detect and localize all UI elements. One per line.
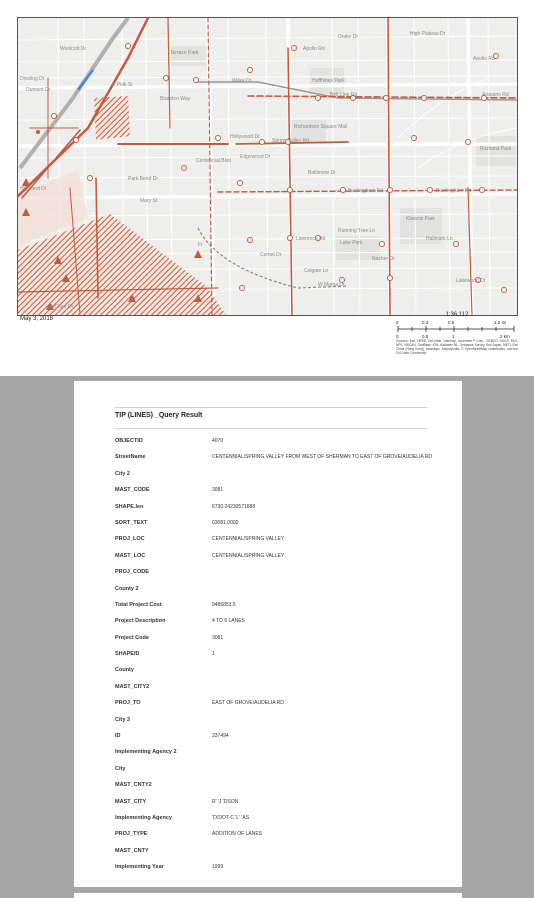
- map-label: E Polk St: [112, 82, 133, 88]
- scale-tick-label: 0: [396, 320, 399, 325]
- attribute-field-name: City: [115, 765, 126, 772]
- attribute-field-name: Total Project Cost: [115, 601, 162, 608]
- attribute-value: CENTENNIAL/SPRING VALLEY: [212, 552, 285, 559]
- attribute-value: 3081: [212, 634, 224, 641]
- attribute-row: [115, 863, 462, 879]
- attribute-row: [115, 470, 462, 486]
- map-view[interactable]: [17, 17, 518, 316]
- attribute-field-name: PROJ_CODE: [115, 569, 149, 576]
- scale-tick-label: 2 km: [500, 334, 510, 339]
- map-label: Mary St: [140, 198, 158, 204]
- attribute-value: ADDITION OF LANES: [212, 831, 263, 838]
- scale-tick-label: 0.5: [422, 334, 429, 339]
- attribute-row: [115, 666, 462, 682]
- attribute-value: TXDOT-C 'L' 'AS: [212, 814, 250, 821]
- attribute-field-name: PROJ_TO: [115, 700, 141, 707]
- map-label: Highland Dr: [20, 186, 47, 192]
- scale-tick-label: 0.6: [448, 320, 455, 325]
- attribute-row: [115, 814, 462, 830]
- map-label: Spring Valley Rd: [272, 138, 309, 144]
- attribute-value: CENTENNIAL/SPRING VALLEY: [212, 536, 285, 543]
- map-label: Colgate Ln: [304, 268, 329, 274]
- attribute-field-name: SORT_TEXT: [115, 519, 148, 526]
- project-area: [94, 96, 130, 140]
- map-label: McClure Dr: [48, 304, 74, 310]
- map-label: Apollo Rd: [473, 56, 495, 62]
- map-label: Terrace Park: [170, 50, 199, 56]
- map-label: Baltimore Dr: [308, 170, 336, 176]
- attribute-row: [115, 650, 462, 666]
- attribute-row: [115, 453, 462, 469]
- attribute-field-name: County 2: [115, 585, 139, 592]
- attribute-field-name: MAST_CNTY: [115, 847, 149, 854]
- map-label: Centennial Blvd: [196, 158, 232, 164]
- attribute-row: [115, 748, 462, 764]
- attribute-field-name: SHAPEID: [115, 651, 140, 658]
- map-label: Arapaho Rd: [482, 92, 509, 98]
- map-label: Kiwanis Park: [406, 216, 435, 222]
- attribute-field-name: Implementing Agency 2: [115, 749, 177, 756]
- scale-bar-graphic: [396, 318, 518, 340]
- attribute-value: CENTENNIAL/SPRING VALLEY FROM WEST OF SHERMAN TO EAST OF GROVE/AUDELIA RD: [212, 454, 433, 461]
- divider: [115, 428, 427, 429]
- attribute-row: [115, 699, 462, 715]
- attribute-value: 6730.24230571688: [212, 503, 256, 510]
- attribute-field-name: Project Description: [115, 618, 166, 625]
- attribute-field-name: MAST_CITY: [115, 798, 147, 805]
- attribute-row: [115, 798, 462, 814]
- map-label: Buckingham Rd: [436, 188, 472, 194]
- scale-ratio: 1:36,112: [445, 312, 469, 318]
- map-label: Comet Dr: [260, 252, 282, 258]
- attribute-field-name: MAST_CNTY2: [115, 782, 152, 789]
- attribute-value: 4 TO 6 LANES: [212, 618, 245, 625]
- scale-tick-label: 0: [396, 334, 399, 339]
- map-label: High Plateau Dr: [410, 31, 446, 37]
- map-label: Park Bend Dr: [128, 176, 159, 182]
- map-label: Nasher Dr: [372, 256, 395, 262]
- attribute-row: [115, 437, 462, 453]
- attribute-row: [115, 830, 462, 846]
- attribute-row: [115, 601, 462, 617]
- report-title: TIP (LINES) _Query Result: [115, 412, 203, 419]
- attribute-row: [115, 503, 462, 519]
- attribute-field-name: City 2: [115, 470, 130, 477]
- map-label: Edgewood Dr: [240, 154, 271, 160]
- attribute-field-name: ID: [115, 733, 121, 740]
- attribute-row: [115, 716, 462, 732]
- map-label: Belt Line Rd: [330, 92, 358, 98]
- report-page: [74, 381, 462, 887]
- attribute-row: [115, 535, 462, 551]
- attribute-field-name: Implementing Year: [115, 864, 164, 871]
- attribute-field-name: Project Code: [115, 634, 149, 641]
- attribute-row: [115, 519, 462, 535]
- attribute-row: [115, 585, 462, 601]
- map-label: Apollo Rd: [303, 46, 325, 52]
- map-attribution: Sources: Esri, HERE, DeLorme, Intermap, Increment P Corp., GEBCO, USGS, FAO, NPS, NRCAN, GeoBase, IGN, Kadaster NL, Ordnance Survey, Esri Japan, METI, Esri China (Hong Kong), swisstopo, Mapmyindia, © OpenStreetMap contributors, and the GIS User Community: [396, 339, 518, 355]
- attribute-field-name: OBJECTID: [115, 438, 143, 444]
- map-label: Wake Dr: [232, 78, 252, 84]
- attribute-field-name: Implementing Agency: [115, 814, 172, 821]
- attribute-value: 4070: [212, 438, 224, 444]
- map-label: Richardson Square Mall: [294, 124, 348, 130]
- attribute-value: R' 'J 'DSON: [212, 798, 239, 805]
- attribute-row: [115, 732, 462, 748]
- map-page: [0, 0, 534, 376]
- attribute-row: [115, 765, 462, 781]
- map-label: Dumont Dr: [26, 87, 51, 93]
- map-label: Lawrence Rd: [296, 236, 326, 242]
- attribute-value: 3081: [212, 487, 224, 494]
- attribute-row: [115, 683, 462, 699]
- attribute-row: [115, 552, 462, 568]
- map-label: Fr: [198, 242, 203, 248]
- map-label: Lakewood Dr: [456, 278, 486, 284]
- attribute-row: [115, 617, 462, 633]
- next-page: [74, 893, 462, 898]
- attribute-value: 1999: [212, 864, 224, 871]
- attribute-row: [115, 634, 462, 650]
- map-label: Dowling Dr: [20, 76, 45, 82]
- map-label: Hallmark Ln: [426, 236, 453, 242]
- map-label: Westcott Dr: [60, 46, 87, 52]
- attribute-field-name: MAST_CODE: [115, 487, 150, 494]
- map-label: Huffhines Park: [312, 78, 345, 84]
- map-label: Running Tree Ln: [338, 228, 375, 234]
- scale-tick-label: 1.2 mi: [494, 320, 507, 325]
- attribute-value: 9486853.5: [212, 601, 236, 608]
- map-label: Buckingham Rd: [348, 188, 384, 194]
- attribute-field-name: PROJ_LOC: [115, 536, 145, 543]
- attribute-row: [115, 568, 462, 584]
- attribute-list: [115, 437, 462, 880]
- attribute-value: EAST OF GROVE/AUDELIA RD: [212, 700, 284, 707]
- attribute-row: [115, 781, 462, 797]
- attribute-field-name: SHAPE.len: [115, 503, 144, 510]
- attribute-field-name: MAST_CITY2: [115, 683, 150, 690]
- attribute-field-name: StreetName: [115, 454, 146, 461]
- map-label: Drake Dr: [338, 34, 359, 40]
- map-label: W Moma Dr: [318, 282, 345, 288]
- attribute-row: [115, 847, 462, 863]
- map-graphic: [18, 18, 517, 315]
- attribute-field-name: County: [115, 667, 134, 674]
- map-label: Brandon Way: [160, 96, 191, 102]
- map-label: Richland Park: [480, 146, 512, 152]
- park-area: [168, 46, 206, 66]
- map-label: Hollywood Dr: [230, 134, 260, 140]
- scale-tick-label: 1: [452, 334, 455, 339]
- attribute-value: 03081.0000: [212, 519, 239, 526]
- attribute-row: [115, 486, 462, 502]
- attribute-value: 337494: [212, 733, 229, 740]
- map-date: May 3, 2018: [20, 316, 54, 322]
- attribute-field-name: City 3: [115, 716, 130, 723]
- scale-tick-label: 0.3: [422, 320, 429, 325]
- divider: [115, 407, 427, 408]
- scale-bar: [396, 312, 518, 374]
- attribute-field-name: MAST_LOC: [115, 552, 146, 559]
- attribute-value: 1: [212, 651, 215, 658]
- attribute-field-name: PROJ_TYPE: [115, 831, 148, 838]
- map-label: Lake Park: [340, 240, 363, 246]
